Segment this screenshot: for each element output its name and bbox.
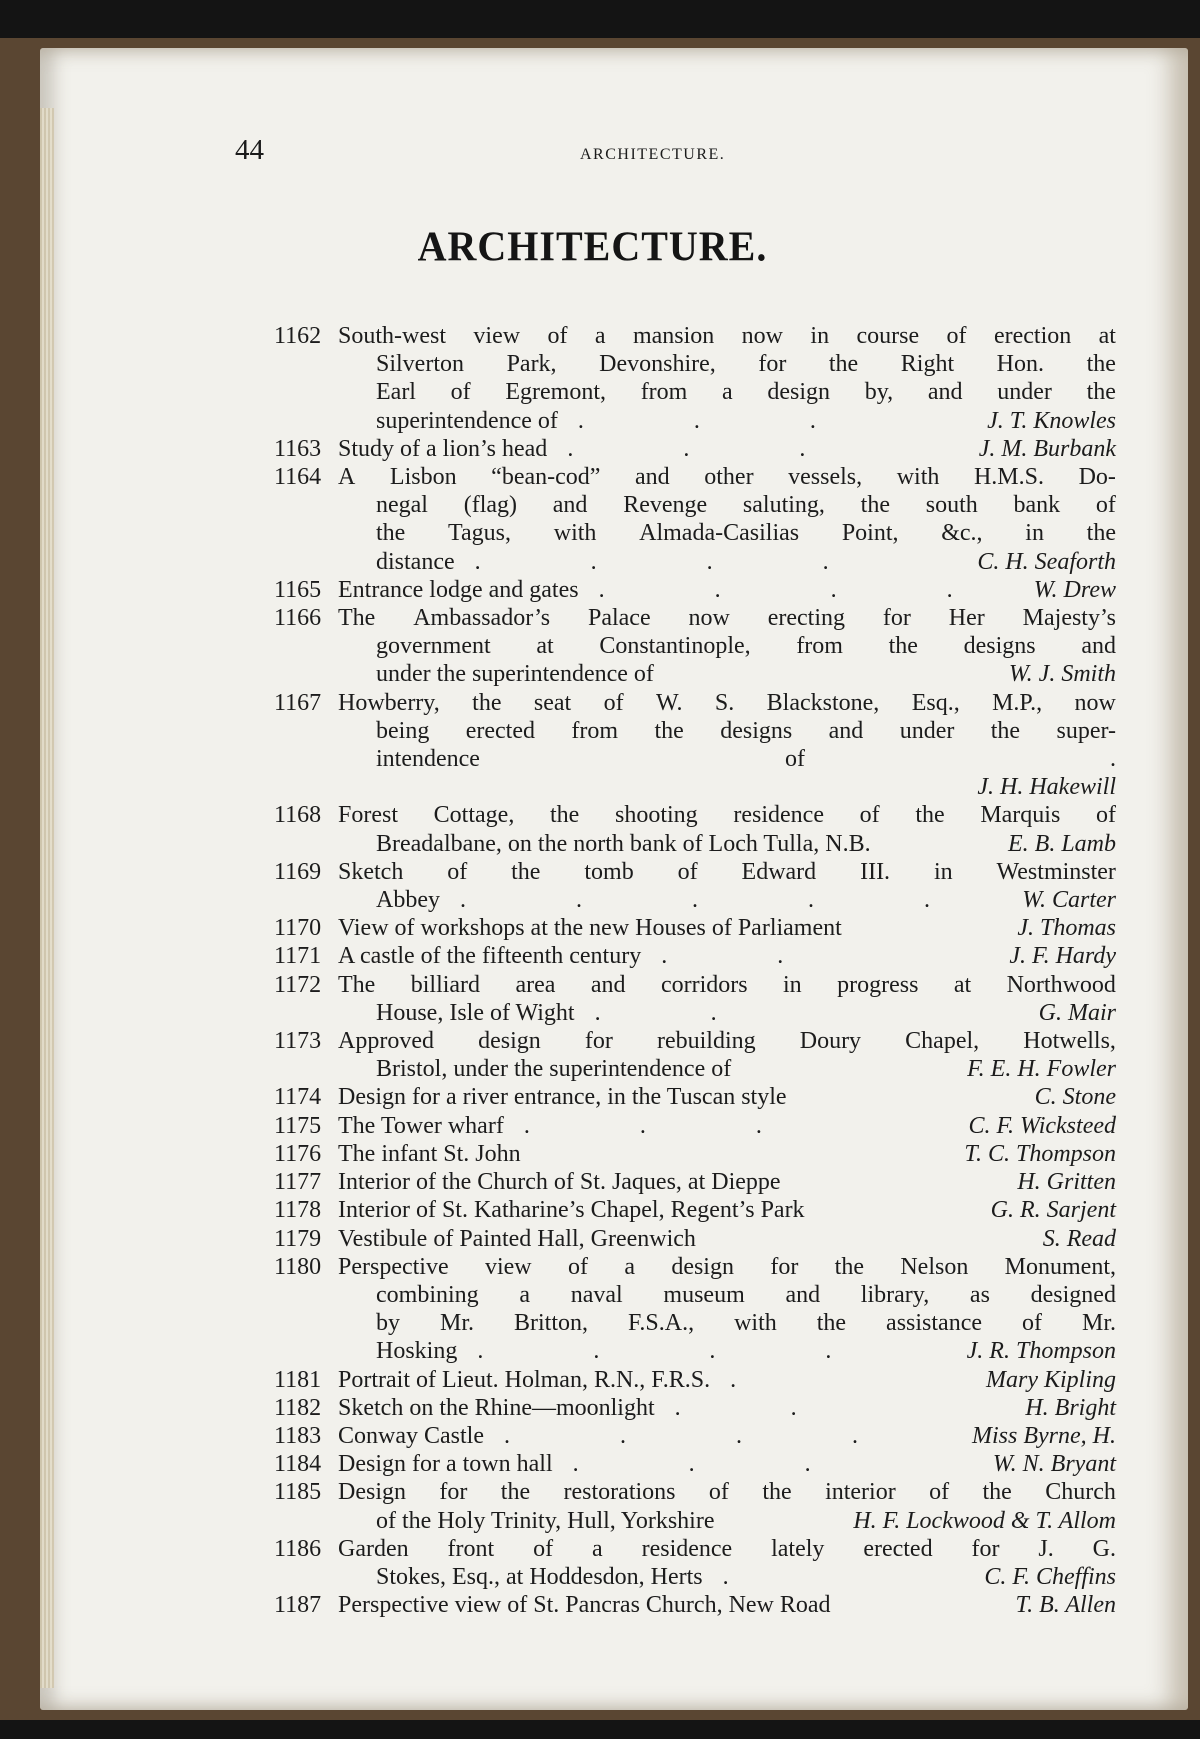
dot-leader: . . . bbox=[523, 1112, 814, 1139]
catalogue-entry bbox=[274, 576, 1124, 604]
artist-name: T. C. Thompson bbox=[964, 1140, 1116, 1167]
entry-body bbox=[338, 1083, 1124, 1111]
entry-title-end: Abbey bbox=[376, 887, 440, 914]
catalogue-entry bbox=[274, 1366, 1124, 1394]
entry-title-line: the Tagus, with Almada-Casilias Point, &c., in the bbox=[376, 520, 1116, 547]
entry-body bbox=[338, 1450, 1124, 1478]
entry-title-end: View of workshops at the new Houses of Parliament bbox=[338, 915, 842, 942]
entry-body bbox=[338, 1140, 1124, 1168]
entry-body bbox=[338, 1225, 1124, 1253]
artist-name: W. N. Bryant bbox=[992, 1451, 1116, 1478]
entry-body bbox=[338, 801, 1124, 857]
entry-final-line bbox=[338, 1055, 1116, 1083]
entry-final-line bbox=[338, 999, 1116, 1027]
catalogue-entry bbox=[274, 801, 1124, 857]
entry-title-end: Bristol, under the superintendence of bbox=[376, 1056, 732, 1083]
entry-number: 1183 bbox=[274, 1422, 322, 1449]
catalogue-entry bbox=[274, 1422, 1124, 1450]
entry-title-line: being erected from the designs and under the super- bbox=[376, 717, 1116, 744]
dot-leader bbox=[654, 660, 1009, 688]
dot-leader bbox=[781, 1168, 1018, 1196]
entry-number: 1176 bbox=[274, 1140, 322, 1167]
dot-leader: . bbox=[730, 1366, 789, 1393]
artist-name: E. B. Lamb bbox=[1008, 830, 1116, 857]
catalogue-entry bbox=[274, 689, 1124, 802]
entry-title-end: Conway Castle bbox=[338, 1422, 484, 1449]
catalogue-entry bbox=[274, 322, 1124, 435]
entry-title-line: negal (flag) and Revenge saluting, the south bank of bbox=[376, 492, 1116, 519]
entry-title-line: A Lisbon “bean-cod” and other vessels, with H.M.S. Do- bbox=[338, 464, 1116, 491]
entry-final-line bbox=[338, 1450, 1116, 1478]
dot-leader: . . . . bbox=[598, 576, 1005, 603]
entry-title-line: Howberry, the seat of W. S. Blackstone, Esq., M.P., now bbox=[338, 689, 1116, 716]
dot-leader: . . . . bbox=[474, 548, 881, 575]
entry-body bbox=[338, 1591, 1124, 1619]
dot-leader: . . . . bbox=[477, 1338, 884, 1365]
entry-title-end: superintendence of bbox=[376, 407, 558, 434]
entry-title-line: The billiard area and corridors in progress at Northwood bbox=[338, 971, 1116, 998]
entry-body bbox=[338, 1112, 1124, 1140]
dot-leader: . . . bbox=[567, 435, 858, 462]
entry-final-line bbox=[338, 660, 1116, 688]
dot-leader bbox=[521, 1140, 965, 1168]
dot-leader bbox=[731, 1055, 967, 1083]
entry-title-line: Earl of Egremont, from a design by, and under the bbox=[376, 379, 1116, 406]
entry-body bbox=[338, 322, 1124, 435]
section-title: ARCHITECTURE. bbox=[417, 222, 768, 271]
entry-title-end: Design for a town hall bbox=[338, 1451, 553, 1478]
dot-leader bbox=[787, 1083, 1035, 1111]
entry-title-end: The Tower wharf bbox=[338, 1112, 504, 1139]
entry-number: 1167 bbox=[274, 689, 322, 716]
artist-name: C. F. Wicksteed bbox=[968, 1112, 1116, 1139]
artist-name: T. B. Allen bbox=[1015, 1592, 1116, 1619]
entry-title-line: Garden front of a residence lately erected for J. G. bbox=[338, 1535, 1116, 1562]
artist-name: W. Drew bbox=[1033, 576, 1116, 603]
entry-number: 1182 bbox=[274, 1394, 322, 1421]
entry-title-line: intendence of . bbox=[376, 746, 1116, 773]
entry-title-line: Sketch of the tomb of Edward III. in Westminster bbox=[338, 858, 1116, 885]
dot-leader bbox=[871, 830, 1008, 858]
entry-final-line bbox=[338, 942, 1116, 970]
entry-title-end: Interior of St. Katharine’s Chapel, Regent’s Park bbox=[338, 1197, 805, 1224]
artist-name: H. F. Lockwood & T. Allom bbox=[853, 1507, 1116, 1534]
entry-title-end: distance bbox=[376, 548, 455, 575]
entry-title-end: Perspective view of St. Pancras Church, New Road bbox=[338, 1592, 831, 1619]
entry-number: 1170 bbox=[274, 915, 322, 942]
catalogue-entry bbox=[274, 1168, 1124, 1196]
catalogue-entry bbox=[274, 1478, 1124, 1534]
entry-body bbox=[338, 435, 1124, 463]
entry-body bbox=[338, 1535, 1124, 1591]
dot-leader: . . . . bbox=[503, 1422, 910, 1449]
artist-name: H. Gritten bbox=[1017, 1169, 1116, 1196]
entry-body bbox=[338, 1422, 1124, 1450]
entry-title-line: Forest Cottage, the shooting residence of the Marquis of bbox=[338, 802, 1116, 829]
entry-final-line bbox=[338, 576, 1116, 604]
entry-title-end: Breadalbane, on the north bank of Loch Tulla, N.B. bbox=[376, 830, 871, 857]
artist-name: Mary Kipling bbox=[986, 1366, 1116, 1393]
entry-number: 1187 bbox=[274, 1592, 322, 1619]
artist-name: C. H. Seaforth bbox=[977, 548, 1116, 575]
entry-body bbox=[338, 1027, 1124, 1083]
entry-final-line bbox=[338, 1225, 1116, 1253]
entry-title-end: Hosking bbox=[376, 1338, 458, 1365]
catalogue-entry bbox=[274, 858, 1124, 914]
entry-body bbox=[338, 1196, 1124, 1224]
entry-title-end: under the superintendence of bbox=[376, 661, 654, 688]
book-page bbox=[40, 48, 1188, 1710]
entry-title-line: Silverton Park, Devonshire, for the Right Hon. the bbox=[376, 351, 1116, 378]
dot-leader: . . bbox=[661, 943, 836, 970]
entry-final-line bbox=[338, 914, 1116, 942]
running-head bbox=[235, 134, 795, 174]
artist-name: J. M. Burbank bbox=[978, 435, 1116, 462]
dot-leader: . . bbox=[594, 999, 769, 1026]
artist-name: W. Carter bbox=[1022, 887, 1116, 914]
dot-leader bbox=[842, 914, 1018, 942]
entry-body bbox=[338, 1168, 1124, 1196]
artist-name: F. E. H. Fowler bbox=[967, 1056, 1116, 1083]
artist-name: J. F. Hardy bbox=[1009, 943, 1116, 970]
artist-name: Miss Byrne, H. bbox=[972, 1422, 1116, 1449]
entry-title-end: Design for a river entrance, in the Tuscan style bbox=[338, 1084, 787, 1111]
entry-final-line bbox=[338, 1366, 1116, 1394]
artist-name: J. R. Thompson bbox=[966, 1338, 1116, 1365]
entry-number: 1164 bbox=[274, 464, 322, 491]
entry-body bbox=[338, 576, 1124, 604]
catalogue-entry bbox=[274, 971, 1124, 1027]
entry-title-end: Study of a lion’s head bbox=[338, 435, 548, 462]
entry-body bbox=[338, 942, 1124, 970]
entry-number: 1177 bbox=[274, 1169, 322, 1196]
dot-leader bbox=[831, 1591, 1016, 1619]
dot-leader bbox=[805, 1196, 991, 1224]
catalogue-entry bbox=[274, 942, 1124, 970]
entry-title-end: A castle of the fifteenth century bbox=[338, 943, 642, 970]
entry-number: 1178 bbox=[274, 1197, 322, 1224]
entry-title-end: Sketch on the Rhine—moonlight bbox=[338, 1394, 655, 1421]
entry-body bbox=[338, 914, 1124, 942]
entry-number: 1168 bbox=[274, 802, 322, 829]
entry-number: 1166 bbox=[274, 605, 322, 632]
entry-title-line: government at Constantinople, from the designs and bbox=[376, 633, 1116, 660]
catalogue-entry bbox=[274, 1394, 1124, 1422]
entry-final-line bbox=[338, 548, 1116, 576]
artist-name: H. Bright bbox=[1025, 1394, 1116, 1421]
artist-name: W. J. Smith bbox=[1008, 661, 1116, 688]
entry-title-line: combining a naval museum and library, as designed bbox=[376, 1281, 1116, 1308]
entry-title-end: Vestibule of Painted Hall, Greenwich bbox=[338, 1225, 696, 1252]
entry-number: 1172 bbox=[274, 971, 322, 998]
dot-leader: . . . . . bbox=[459, 887, 982, 914]
entry-body bbox=[338, 1366, 1124, 1394]
catalogue-list bbox=[274, 322, 1124, 1619]
entry-title-line: The Ambassador’s Palace now erecting for Her Majesty’s bbox=[338, 605, 1116, 632]
entry-title-end: Interior of the Church of St. Jaques, at Dieppe bbox=[338, 1169, 781, 1196]
entry-body bbox=[338, 1394, 1124, 1422]
artist-name: J. T. Knowles bbox=[987, 407, 1116, 434]
dot-leader: . bbox=[722, 1563, 781, 1590]
catalogue-entry bbox=[274, 1083, 1124, 1111]
entry-body bbox=[338, 1253, 1124, 1366]
entry-title-end: Entrance lodge and gates bbox=[338, 576, 579, 603]
entry-title-line: by Mr. Britton, F.S.A., with the assistance of Mr. bbox=[376, 1310, 1116, 1337]
entry-final-line bbox=[338, 773, 1116, 801]
entry-final-line bbox=[338, 1394, 1116, 1422]
entry-final-line bbox=[338, 1563, 1116, 1591]
entry-number: 1186 bbox=[274, 1535, 322, 1562]
running-title: ARCHITECTURE. bbox=[580, 146, 726, 163]
catalogue-entry bbox=[274, 1140, 1124, 1168]
entry-final-line bbox=[338, 830, 1116, 858]
entry-number: 1174 bbox=[274, 1084, 322, 1111]
entry-final-line bbox=[338, 1507, 1116, 1535]
entry-body bbox=[338, 604, 1124, 689]
page-number: 44 bbox=[235, 134, 264, 166]
entry-final-line bbox=[338, 407, 1116, 435]
entry-number: 1169 bbox=[274, 858, 322, 885]
dot-leader bbox=[696, 1225, 1043, 1253]
catalogue-entry bbox=[274, 1027, 1124, 1083]
catalogue-entry bbox=[274, 604, 1124, 689]
entry-final-line bbox=[338, 1168, 1116, 1196]
entry-title-end: The infant St. John bbox=[338, 1140, 521, 1167]
entry-final-line bbox=[338, 1112, 1116, 1140]
entry-number: 1181 bbox=[274, 1366, 322, 1393]
entry-body bbox=[338, 463, 1124, 576]
entry-body bbox=[338, 689, 1124, 802]
catalogue-entry bbox=[274, 1450, 1124, 1478]
entry-title-line: Approved design for rebuilding Doury Chapel, Hotwells, bbox=[338, 1028, 1116, 1055]
entry-number: 1162 bbox=[274, 323, 322, 349]
artist-name: J. Thomas bbox=[1017, 915, 1116, 942]
dot-leader: . . . bbox=[572, 1451, 863, 1478]
entry-final-line bbox=[338, 1083, 1116, 1111]
dot-leader: . . . bbox=[577, 407, 868, 434]
entry-title-end: House, Isle of Wight bbox=[376, 999, 575, 1026]
entry-number: 1180 bbox=[274, 1253, 322, 1280]
entry-title-line: Design for the restorations of the interior of the Church bbox=[338, 1479, 1116, 1506]
entry-body bbox=[338, 858, 1124, 914]
catalogue-entry bbox=[274, 1253, 1124, 1366]
dot-leader: . . bbox=[674, 1394, 849, 1421]
entry-title-end: of the Holy Trinity, Hull, Yorkshire bbox=[376, 1507, 715, 1534]
entry-final-line bbox=[338, 435, 1116, 463]
catalogue-entry bbox=[274, 463, 1124, 576]
entry-number: 1185 bbox=[274, 1479, 322, 1506]
catalogue-entry bbox=[274, 1225, 1124, 1253]
page-edges bbox=[40, 108, 54, 1688]
entry-final-line bbox=[338, 1422, 1116, 1450]
catalogue-entry bbox=[274, 1196, 1124, 1224]
entry-final-line bbox=[338, 1140, 1116, 1168]
artist-name: J. H. Hakewill bbox=[977, 774, 1116, 801]
catalogue-entry bbox=[274, 1112, 1124, 1140]
artist-name: S. Read bbox=[1042, 1225, 1116, 1252]
catalogue-entry bbox=[274, 1591, 1124, 1619]
entry-number: 1171 bbox=[274, 943, 322, 970]
entry-title-line: South-west view of a mansion now in course of erection at bbox=[338, 323, 1116, 349]
artist-name: G. Mair bbox=[1038, 999, 1116, 1026]
entry-number: 1184 bbox=[274, 1451, 322, 1478]
artist-name: C. Stone bbox=[1034, 1084, 1116, 1111]
catalogue-entry bbox=[274, 435, 1124, 463]
entry-number: 1163 bbox=[274, 435, 322, 462]
catalogue-entry bbox=[274, 914, 1124, 942]
artist-name: C. F. Cheffins bbox=[984, 1563, 1116, 1590]
entry-number: 1175 bbox=[274, 1112, 322, 1139]
entry-body bbox=[338, 1478, 1124, 1534]
entry-final-line bbox=[338, 1591, 1116, 1619]
entry-final-line bbox=[338, 1337, 1116, 1365]
dot-leader bbox=[714, 1507, 853, 1535]
entry-final-line bbox=[338, 886, 1116, 914]
entry-body bbox=[338, 971, 1124, 1027]
artist-name: G. R. Sarjent bbox=[990, 1197, 1116, 1224]
dot-leader bbox=[376, 773, 977, 801]
entry-number: 1165 bbox=[274, 576, 322, 603]
entry-final-line bbox=[338, 1196, 1116, 1224]
entry-number: 1173 bbox=[274, 1028, 322, 1055]
entry-number: 1179 bbox=[274, 1225, 322, 1252]
entry-title-end: Portrait of Lieut. Holman, R.N., F.R.S. bbox=[338, 1366, 711, 1393]
entry-title-line: Perspective view of a design for the Nelson Monument, bbox=[338, 1253, 1116, 1280]
entry-title-end: Stokes, Esq., at Hoddesdon, Herts bbox=[376, 1563, 703, 1590]
catalogue-entry bbox=[274, 1535, 1124, 1591]
